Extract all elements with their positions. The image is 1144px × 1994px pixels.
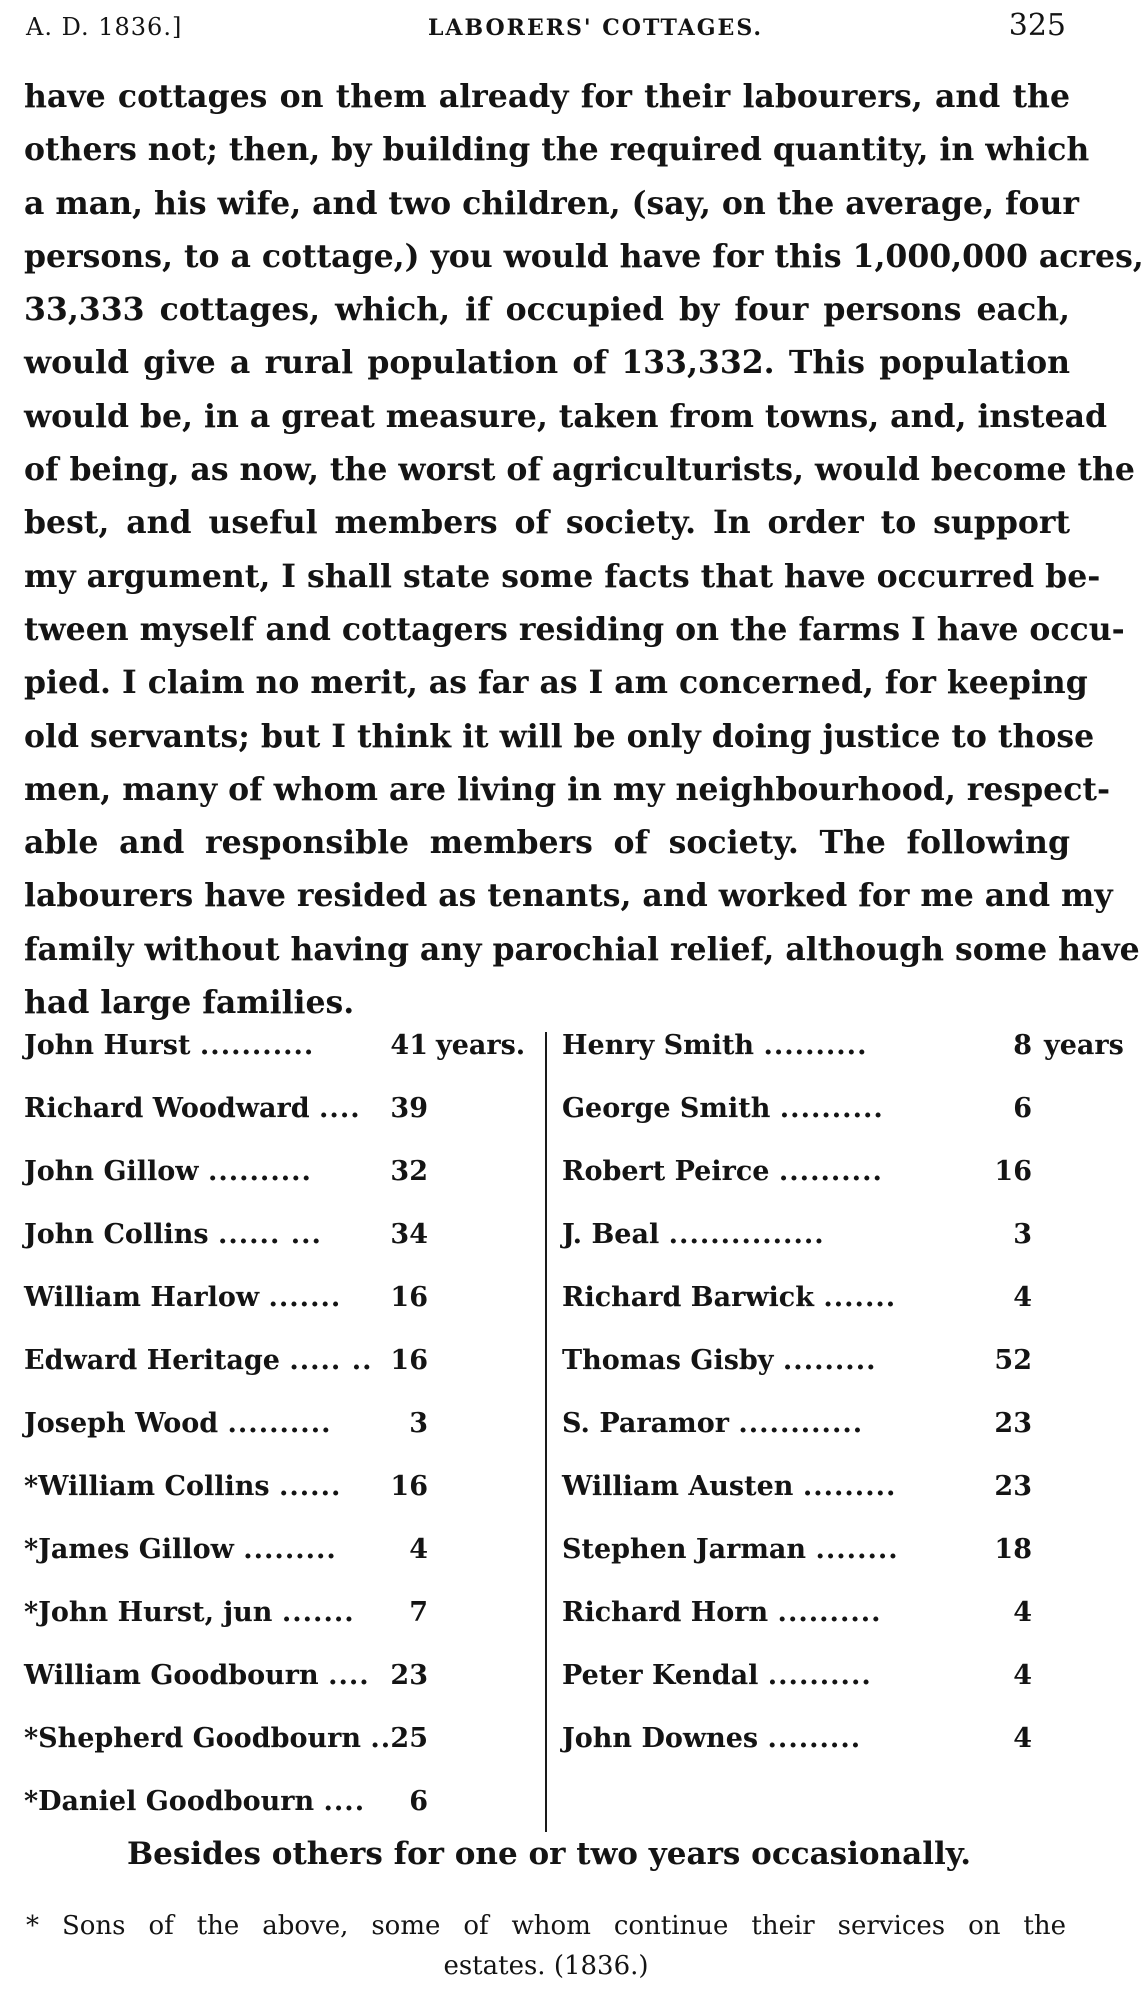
body-line: able and responsible members of society. The following [24, 824, 1070, 862]
labourer-entry [562, 1030, 942, 1061]
table-row [562, 1282, 1074, 1345]
footnote-line-2: estates. (1836.) [443, 1951, 649, 1981]
body-line: men, many of whom are living in my neighbourhood, respect- [24, 770, 1111, 808]
table-row [24, 1345, 544, 1408]
labourer-name: John Downes [562, 1723, 759, 1754]
leader-dots: ...... [278, 1471, 342, 1502]
leader-dots: ..... .. [289, 1345, 373, 1376]
labourer-name: Joseph Wood [24, 1408, 219, 1439]
labourer-name: William Austen [562, 1471, 794, 1502]
column-divider [545, 1032, 547, 1832]
labourer-entry [24, 1534, 384, 1565]
leader-dots: ............ [738, 1408, 864, 1439]
labourer-entry [24, 1156, 384, 1187]
labourer-entry [24, 1723, 392, 1754]
footnote-line-1: * Sons of the above, some of whom continue their services on the [26, 1911, 1066, 1941]
years-served: 4 [1013, 1597, 1032, 1628]
years-served: 18 [994, 1534, 1032, 1565]
table-row [24, 1534, 544, 1597]
years-served: 52 [994, 1345, 1032, 1376]
leader-dots: ........... [199, 1030, 315, 1061]
table-row [562, 1030, 1124, 1093]
table-row [24, 1660, 544, 1723]
leader-dots: ....... [823, 1282, 897, 1313]
labourer-name: Edward Heritage [24, 1345, 280, 1376]
labourer-entry [562, 1723, 942, 1754]
years-served: 8 [1013, 1030, 1032, 1061]
labourer-name: *John Hurst, jun [24, 1597, 273, 1628]
table-row [562, 1534, 1074, 1597]
labourer-name: William Harlow [24, 1282, 260, 1313]
table-row [24, 1156, 544, 1219]
labourer-name: *William Collins [24, 1471, 270, 1502]
years-served: 7 [409, 1597, 428, 1628]
labourer-entry [562, 1219, 942, 1250]
years-served: 41 [390, 1030, 428, 1061]
labourer-name: John Collins [24, 1219, 209, 1250]
running-header [26, 8, 1066, 58]
labourer-name: Thomas Gisby [562, 1345, 774, 1376]
years-served: 25 [390, 1723, 428, 1754]
body-line: family without having any parochial relief, although some have [24, 930, 1140, 968]
labourer-name: *Shepherd Goodbourn [24, 1723, 361, 1754]
leader-dots: .... [319, 1093, 361, 1124]
labourer-name: John Hurst [24, 1030, 191, 1061]
labourer-entry [562, 1093, 942, 1124]
labourer-entry [562, 1408, 942, 1439]
labourer-entry [24, 1597, 384, 1628]
labourer-entry [562, 1534, 942, 1565]
labourers-table [24, 1030, 1124, 1838]
labourer-name: S. Paramor [562, 1408, 729, 1439]
labourer-name: Peter Kendal [562, 1660, 759, 1691]
years-served: 16 [390, 1282, 428, 1313]
leader-dots: .... [328, 1660, 370, 1691]
leader-dots: ......... [802, 1471, 897, 1502]
years-served: 16 [994, 1156, 1032, 1187]
labourer-entry [562, 1156, 942, 1187]
table-row [562, 1660, 1074, 1723]
header-title: LABORERS' COTTAGES. [427, 15, 764, 41]
leader-dots: ......... [243, 1534, 337, 1565]
years-served: 23 [994, 1471, 1032, 1502]
table-row [562, 1597, 1074, 1660]
body-line: pied. I claim no merit, as far as I am concerned, for keeping [24, 664, 1088, 702]
leader-dots: .......... [227, 1408, 332, 1439]
leader-dots: ......... [767, 1723, 862, 1754]
table-row [562, 1093, 1074, 1156]
years-served: 6 [1013, 1093, 1032, 1124]
body-line: old servants; but I think it will be only doing justice to those [24, 717, 1095, 755]
years-served: 3 [409, 1408, 428, 1439]
labourer-entry [24, 1408, 384, 1439]
years-served: 4 [409, 1534, 428, 1565]
labourer-name: John Gillow [24, 1156, 199, 1187]
table-row [562, 1219, 1074, 1282]
body-line: a man, his wife, and two children, (say, on the average, four [24, 184, 1080, 222]
body-line: have cottages on them already for their labourers, and the [24, 78, 1070, 115]
years-served: 16 [390, 1471, 428, 1502]
table-row [24, 1282, 544, 1345]
leader-dots: .......... [763, 1030, 868, 1061]
leader-dots: .......... [767, 1660, 872, 1691]
years-served: 16 [390, 1345, 428, 1376]
leader-dots: .......... [777, 1597, 882, 1628]
table-row [24, 1093, 544, 1156]
body-line: tween myself and cottagers residing on the farms I have occu- [24, 610, 1125, 648]
labourer-entry [24, 1219, 384, 1250]
leader-dots: .. [370, 1723, 392, 1754]
labourer-entry [24, 1660, 384, 1691]
labourer-entry [562, 1660, 942, 1691]
body-line: others not; then, by building the required quantity, in which [24, 131, 1090, 169]
table-row [562, 1471, 1074, 1534]
labourer-name: Richard Horn [562, 1597, 769, 1628]
leader-dots: .......... [779, 1093, 884, 1124]
table-row [24, 1219, 544, 1282]
leader-dots: .......... [207, 1156, 312, 1187]
leader-dots: ........ [815, 1534, 899, 1565]
page-number: 325 [1008, 8, 1066, 43]
years-unit: years [1044, 1030, 1124, 1061]
table-row [562, 1156, 1074, 1219]
leader-dots: ...... ... [217, 1219, 322, 1250]
labourer-entry [24, 1345, 384, 1376]
labourer-name: *Daniel Goodbourn [24, 1786, 315, 1817]
labourer-entry [562, 1282, 942, 1313]
labourer-entry [562, 1597, 942, 1628]
table-row [24, 1408, 544, 1471]
years-served: 4 [1013, 1282, 1032, 1313]
years-unit: years. [436, 1030, 526, 1061]
body-line: had large families. [24, 984, 355, 1022]
years-served: 23 [390, 1660, 428, 1691]
body-line: best, and useful members of society. In order to support [24, 504, 1070, 542]
leader-dots: ....... [268, 1282, 342, 1313]
labourer-name: Robert Peirce [562, 1156, 770, 1187]
labourer-name: Richard Barwick [562, 1282, 814, 1313]
table-row [562, 1345, 1074, 1408]
body-line: my argument, I shall state some facts that have occurred be- [24, 557, 1101, 595]
footnote [26, 1906, 1066, 1986]
leader-dots: ......... [782, 1345, 877, 1376]
table-row [562, 1408, 1074, 1471]
leader-dots: .... [323, 1786, 366, 1817]
labourer-entry [24, 1093, 384, 1124]
body-line: of being, as now, the worst of agriculturists, would become the [24, 451, 1135, 489]
years-served: 23 [994, 1408, 1032, 1439]
labourer-name: Henry Smith [562, 1030, 755, 1061]
table-row [24, 1471, 544, 1534]
leader-dots: ....... [281, 1597, 355, 1628]
table-left-column [24, 1030, 544, 1849]
body-paragraph [24, 70, 1144, 1029]
leader-dots: .......... [778, 1156, 883, 1187]
years-served: 3 [1013, 1219, 1032, 1250]
labourer-entry [24, 1786, 384, 1817]
labourer-name: Stephen Jarman [562, 1534, 807, 1565]
table-row [562, 1723, 1074, 1786]
labourer-entry [24, 1471, 384, 1502]
labourer-entry [562, 1471, 942, 1502]
table-row [24, 1597, 544, 1660]
closing-line: Besides others for one or two years occasionally. [126, 1836, 972, 1872]
table-right-column [562, 1030, 1124, 1786]
labourer-name: William Goodbourn [24, 1660, 319, 1691]
years-served: 6 [409, 1786, 428, 1817]
table-row [24, 1030, 544, 1093]
years-served: 4 [1013, 1660, 1032, 1691]
labourer-name: George Smith [562, 1093, 771, 1124]
years-served: 34 [390, 1219, 428, 1250]
body-line: would give a rural population of 133,332. This population [24, 344, 1070, 382]
table-row [24, 1723, 544, 1786]
body-line: 33,333 cottages, which, if occupied by four persons each, [24, 291, 1070, 329]
leader-dots: ............... [668, 1219, 825, 1250]
labourer-name: Richard Woodward [24, 1093, 310, 1124]
labourer-entry [562, 1345, 942, 1376]
labourer-entry [24, 1030, 384, 1061]
labourer-name: *James Gillow [24, 1534, 234, 1565]
body-line: labourers have resided as tenants, and worked for me and my [24, 877, 1113, 915]
body-line: persons, to a cottage,) you would have for this 1,000,000 acres, [24, 237, 1144, 275]
labourer-entry [24, 1282, 384, 1313]
body-line: would be, in a great measure, taken from towns, and, instead [24, 397, 1108, 435]
labourer-name: J. Beal [562, 1219, 660, 1250]
header-date: A. D. 1836.] [26, 13, 183, 41]
years-served: 4 [1013, 1723, 1032, 1754]
years-served: 39 [390, 1093, 428, 1124]
years-served: 32 [390, 1156, 428, 1187]
